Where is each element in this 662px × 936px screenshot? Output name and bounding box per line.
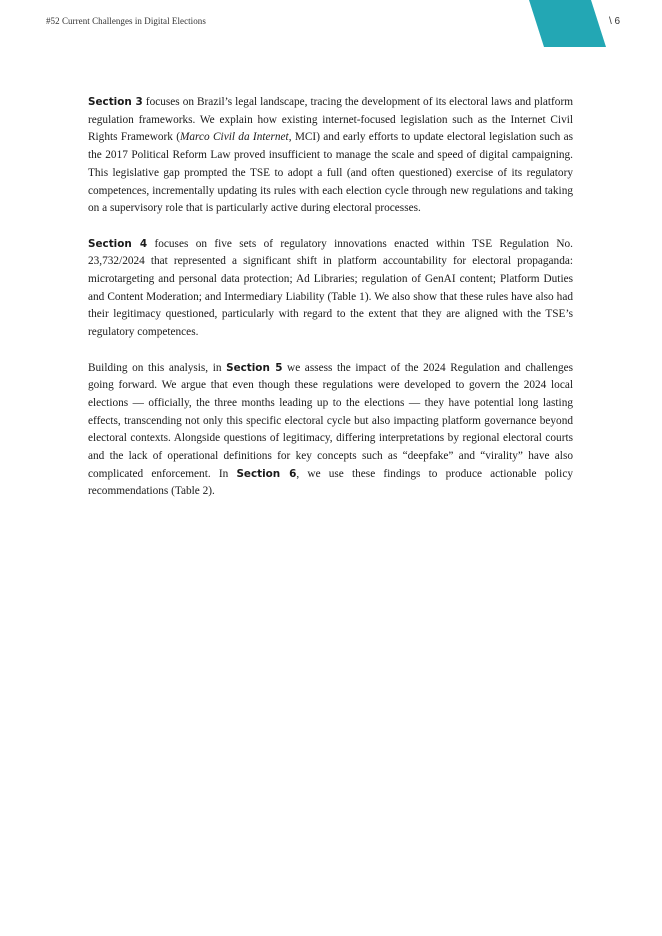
paragraph-section-5-6: [88, 360, 573, 502]
paragraph-1-text-b: , MCI) and early efforts to update electoral legislation such as the 2017 Political Reform Law proved insufficient to manage the scale and speed of digital campaigning. This legislative gap prompted the TSE to adopt a full (and often questioned) exercise of its regulatory competences, incrementally updating its rules with each election cycle through new regulations and taking on a supervisory role that is particularly active during electoral processes.: [88, 131, 573, 215]
paragraph-3-text-b: we assess the impact of the 2024 Regulation and challenges going forward. We argue that even though these regulations were developed to govern the 2024 local elections — officially, the three months leading up to the elections — they have potential long lasting effects, transcending not only this specific electoral cycle but also impacting platform governance beyond electoral contexts. Alongside questions of legitimacy, differing interpretations by regional electoral courts and the lack of operational definitions for key concepts such as “deepfake” and “virality” have also complicated enforcement. In: [88, 361, 574, 480]
paragraph-section-4: [88, 236, 573, 342]
page-number: \ 6: [609, 16, 621, 27]
header-accent-polygon: [529, 0, 606, 47]
paragraph-3-text-c: , we use these findings to produce actionable policy recommendations (Table 2).: [88, 467, 573, 498]
paragraph-section-3: [88, 94, 573, 218]
marco-civil-italic: Marco Civil da Internet: [180, 131, 289, 144]
running-header-title: #52 Current Challenges in Digital Elections: [46, 16, 206, 26]
section-3-reference: Section 3: [88, 96, 143, 108]
section-5-reference: Section 5: [226, 361, 283, 374]
paragraph-2-text: focuses on five sets of regulatory innovations enacted within TSE Regulation No. 23,732/2024 that represented a significant shift in platform accountability for electoral propaganda: microtargeting and personal data protection; Ad Libraries; regulation of GenAI content; Platform Duties and Content Moderation; and Intermediary Liability (Table 1). We also show that these rules have also had their legitimacy questioned, particularly with regard to the extent that they are aligned with the TSE’s regulatory competences.: [88, 237, 574, 339]
body-text: [88, 94, 573, 519]
paragraph-3-text-a: Building on this analysis, in: [88, 361, 227, 374]
paragraph-1-text-a: focuses on Brazil’s legal landscape, tracing the development of its electoral laws and platform regulation frameworks. We explain how existing internet-focused legislation such as the Internet Civil Rights Framework (: [88, 96, 573, 144]
header-accent-shape: [529, 0, 606, 47]
section-4-reference: Section 4: [88, 237, 148, 250]
section-6-reference: Section 6: [236, 467, 297, 480]
